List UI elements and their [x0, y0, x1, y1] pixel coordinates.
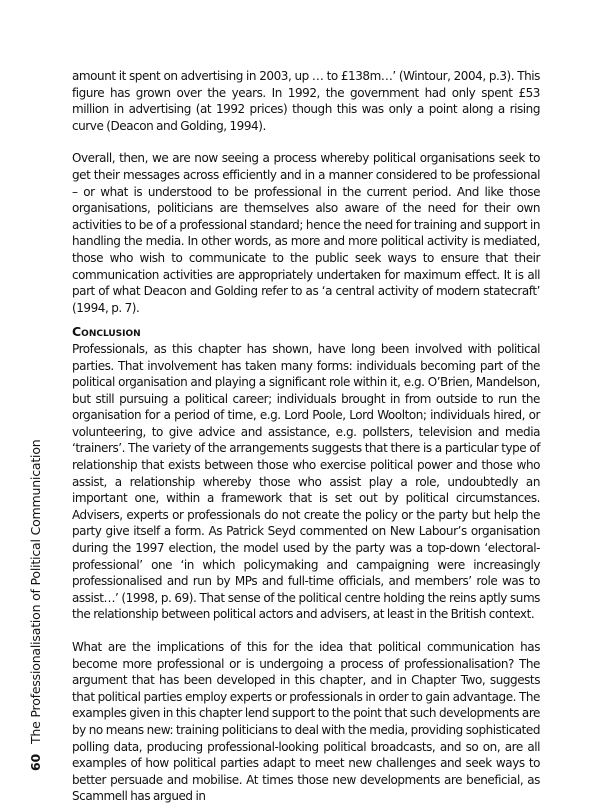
paragraph-gap	[72, 623, 540, 639]
paragraph-implications: What are the implications of this for the idea that political communication has become more professional or is undergoing a process of professionalisation? The argument that has been developed in this chapter, and in Chapter Two, suggests that political parties employ experts or professionals in order to gain advantage. The examples given in this chapter lend support to the point that such developments are by no means new: training politicians to deal with the media, providing sophisticated polling data, producing professional-looking political broadcasts, and so on, are all examples of how political parties adapt to meet new challenges and seek ways to better persuade and mobilise. At times those new developments are beneficial, as Scammell has argued in	[72, 640, 540, 804]
page-body	[72, 68, 540, 805]
paragraph-advertising-spend: amount it spent on advertising in 2003, up … to £138m…’ (Wintour, 2004, p.3). This figure has grown over the years. In 1992, the government had only spent £53 million in advertising (at 1992 prices) though this was only a point along a rising curve (Deacon and Golding, 1994).	[72, 69, 540, 133]
section-heading-conclusion: Conclusion	[72, 324, 141, 340]
section-gap	[72, 316, 540, 324]
book-title: The Professionalisation of Political Communication	[28, 439, 43, 744]
running-head-vertical	[26, 439, 46, 771]
paragraph-conclusion: Professionals, as this chapter has shown, have long been involved with political parties. That involvement has taken many forms: individuals becoming part of the political organisation and playing a significant role within it, e.g. O’Brien, Mandelson, but still pursuing a political career; individuals brought in from outside to run the organisation for a period of time, e.g. Lord Poole, Lord Woolton; individuals hired, or volunteering, to give advice and assistance, e.g. pollsters, television and media ‘trainers’. The variety of the arrangements suggests that there is a particular type of relationship that exists between those who exercise political power and those who assist, a relationship whereby those who assist play a role, undoubtedly an important one, within a framework that is set out by political circumstances. Advisers, experts or professionals do not create the policy or the party but help the party give itself a form. As Patrick Seyd commented on New Labour’s organisation during the 1997 election, the model used by the party was a top-down ‘electoral-professional’ one ‘in which policymaking and campaigning were increasingly professionalised and run by MPs and full-time officials, and members’ role was to assist…’ (1998, p. 69). That sense of the political centre holding the reins aptly sums the relationship between political actors and advisers, at least in the British context.	[72, 341, 540, 622]
paragraph-gap	[72, 134, 540, 150]
page-number: 60	[28, 754, 43, 771]
paragraph-overall: Overall, then, we are now seeing a process whereby political organisations seek to get their messages across efficiently and in a manner considered to be professional – or what is understood to be professional in the current period. And like those organisations, politicians are themselves also aware of the need for their own activities to be of a professional standard; hence the need for training and support in handling the media. In other words, as more and more political activity is mediated, those who wish to communicate to the public seek ways to ensure that their communication activities are appropriately undertaken for maximum effect. It is all part of what Deacon and Golding refer to as ‘a central activity of modern statecraft’ (1994, p. 7).	[72, 151, 540, 315]
